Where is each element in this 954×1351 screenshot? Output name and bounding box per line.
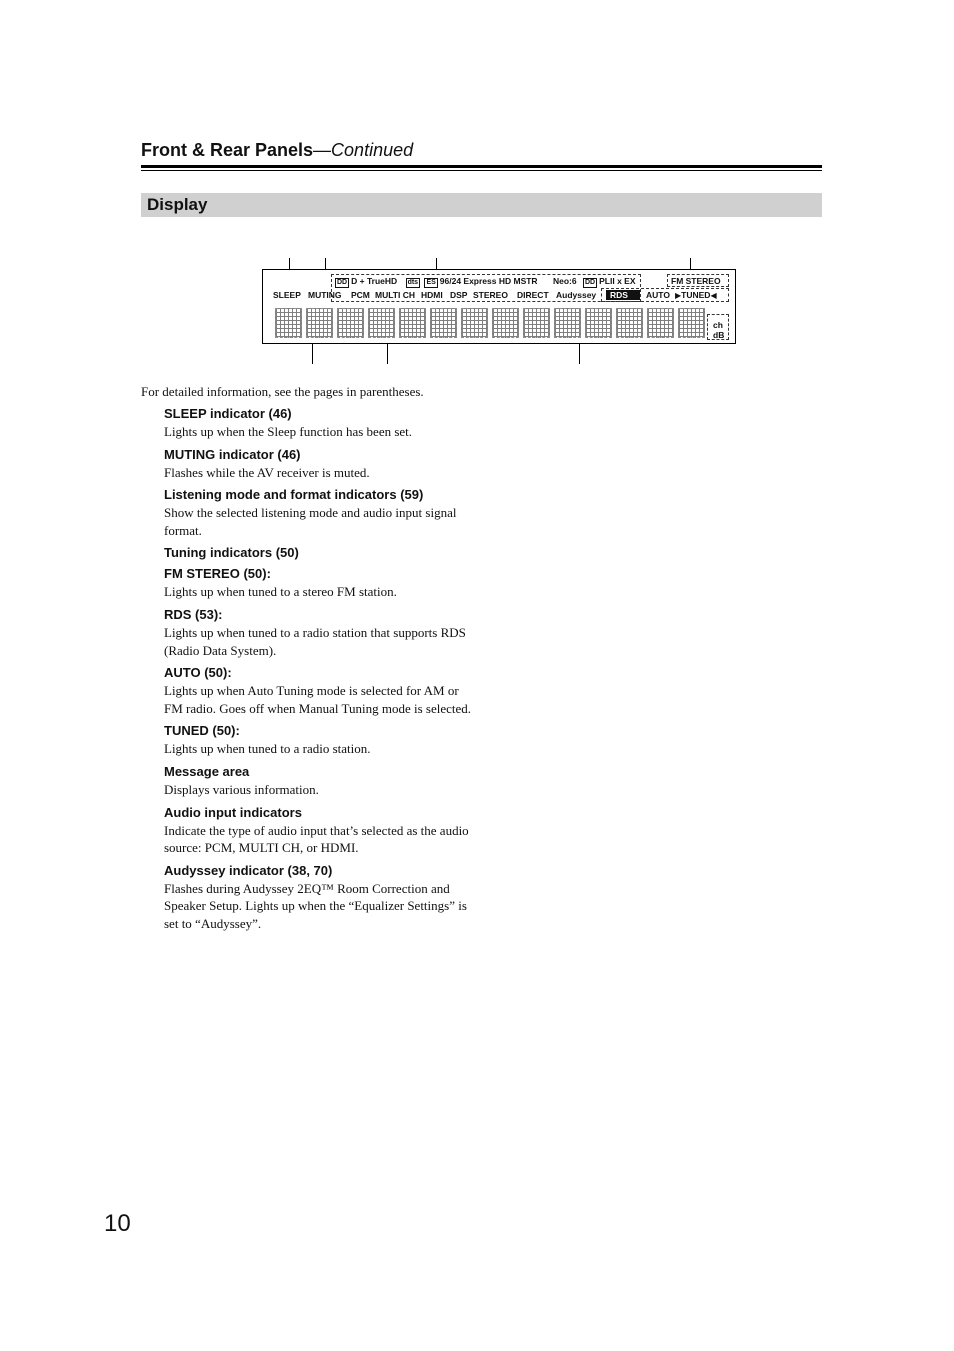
item-title: Listening mode and format indicators (59) — [164, 487, 424, 503]
dts-icon: dts — [407, 279, 419, 286]
list-item — [164, 565, 474, 601]
intro-text: For detailed information, see the pages in parentheses. — [141, 384, 424, 399]
direct-indicator: DIRECT — [517, 290, 549, 300]
item-title: MUTING indicator (46) — [164, 446, 301, 462]
list-item — [164, 606, 474, 659]
item-title: Audio input indicators — [164, 804, 302, 820]
dolby-icon: DD — [337, 279, 348, 286]
char-cell — [461, 308, 488, 338]
item-text: Show the selected listening mode and audio input signal format. — [164, 505, 457, 538]
db-indicator: dB — [713, 330, 725, 340]
item-text: Lights up when tuned to a stereo FM station. — [164, 584, 397, 600]
page-header — [141, 140, 413, 161]
item-text: Lights up when Auto Tuning mode is selected for AM or FM radio. Goes off when Manual Tuning mode is selected. — [164, 683, 472, 716]
item-title: FM STEREO (50): — [164, 566, 271, 582]
list-item — [164, 405, 474, 441]
list-item — [164, 804, 474, 857]
char-cell — [368, 308, 395, 338]
tuned-label: TUNED — [681, 290, 711, 300]
section-bar — [141, 193, 822, 217]
page-number: 10 — [104, 1210, 131, 1237]
char-cell — [275, 308, 302, 338]
char-cell — [585, 308, 612, 338]
multich-indicator: MULTI CH — [375, 290, 415, 300]
char-cell — [337, 308, 364, 338]
item-text: Flashes while the AV receiver is muted. — [164, 464, 370, 480]
tuned-indicator — [675, 290, 717, 301]
rds-indicator: RDS — [606, 290, 640, 300]
display-panel — [262, 269, 736, 344]
char-cell — [647, 308, 674, 338]
sleep-indicator: SLEEP — [273, 290, 301, 300]
item-text: Flashes during Audyssey 2EQ™ Room Correction and Speaker Setup. Lights up when the “Equalizer Settings” is set to “Audyssey”. — [164, 880, 467, 931]
char-cell — [523, 308, 550, 338]
format-row1 — [335, 276, 538, 288]
char-cell — [492, 308, 519, 338]
char-cell — [430, 308, 457, 338]
neo-indicator: Neo:6 — [553, 276, 577, 286]
auto-indicator: AUTO — [646, 290, 670, 300]
list-item — [164, 664, 474, 717]
list-item — [164, 544, 474, 561]
char-cell — [678, 308, 705, 338]
header-rule-thin — [141, 170, 822, 171]
item-title: Message area — [164, 763, 250, 779]
tuned-left-arrow-icon: ▶ — [675, 291, 682, 300]
list-item — [164, 722, 474, 758]
item-title: AUTO (50): — [164, 665, 232, 681]
indicator-list — [164, 405, 474, 938]
audyssey-indicator: Audyssey — [556, 290, 597, 300]
item-text: Lights up when tuned to a radio station. — [164, 741, 371, 757]
fm-stereo-indicator: FM STEREO — [671, 276, 721, 286]
pcm-indicator: PCM — [351, 290, 370, 300]
stereo-indicator: STEREO — [473, 290, 508, 300]
item-text: Indicate the type of audio input that’s selected as the audio source: PCM, MULTI CH, or HDMI. — [164, 822, 469, 856]
es-icon: ES — [426, 279, 436, 286]
muting-indicator: MUTING — [308, 290, 342, 300]
header-continued: —Continued — [313, 140, 414, 160]
item-title: RDS (53): — [164, 606, 223, 622]
char-cell — [399, 308, 426, 338]
dts-format-indicator: 96/24 Express HD MSTR — [439, 276, 538, 286]
hdmi-indicator: HDMI — [421, 290, 443, 300]
item-title: SLEEP indicator (46) — [164, 406, 292, 421]
plii-indicator — [583, 276, 636, 288]
char-cell — [554, 308, 581, 338]
list-item — [164, 763, 474, 799]
truehd-indicator: D + TrueHD — [351, 276, 398, 286]
list-item — [164, 486, 474, 539]
item-title: Tuning indicators (50) — [164, 545, 299, 561]
message-area — [275, 308, 705, 338]
item-title: TUNED (50): — [164, 723, 240, 739]
dsp-indicator: DSP — [450, 290, 468, 300]
header-rule — [141, 165, 822, 168]
item-text: Lights up when the Sleep function has been set. — [164, 424, 413, 439]
char-cell — [616, 308, 643, 338]
section-title: Display — [147, 195, 208, 214]
list-item — [164, 446, 474, 482]
plii-label: PLII x EX — [599, 276, 636, 286]
list-item — [164, 862, 474, 933]
tuned-right-arrow-icon: ◀ — [710, 291, 717, 300]
item-title: Audyssey indicator (38, 70) — [164, 862, 333, 878]
item-text: Lights up when tuned to a radio station that supports RDS (Radio Data System). — [164, 624, 466, 658]
dolby-pl-icon: DD — [585, 279, 596, 286]
header-title: Front & Rear Panels — [141, 140, 314, 160]
item-text: Displays various information. — [164, 781, 319, 797]
char-cell — [306, 308, 333, 338]
ch-indicator: ch — [713, 320, 723, 330]
